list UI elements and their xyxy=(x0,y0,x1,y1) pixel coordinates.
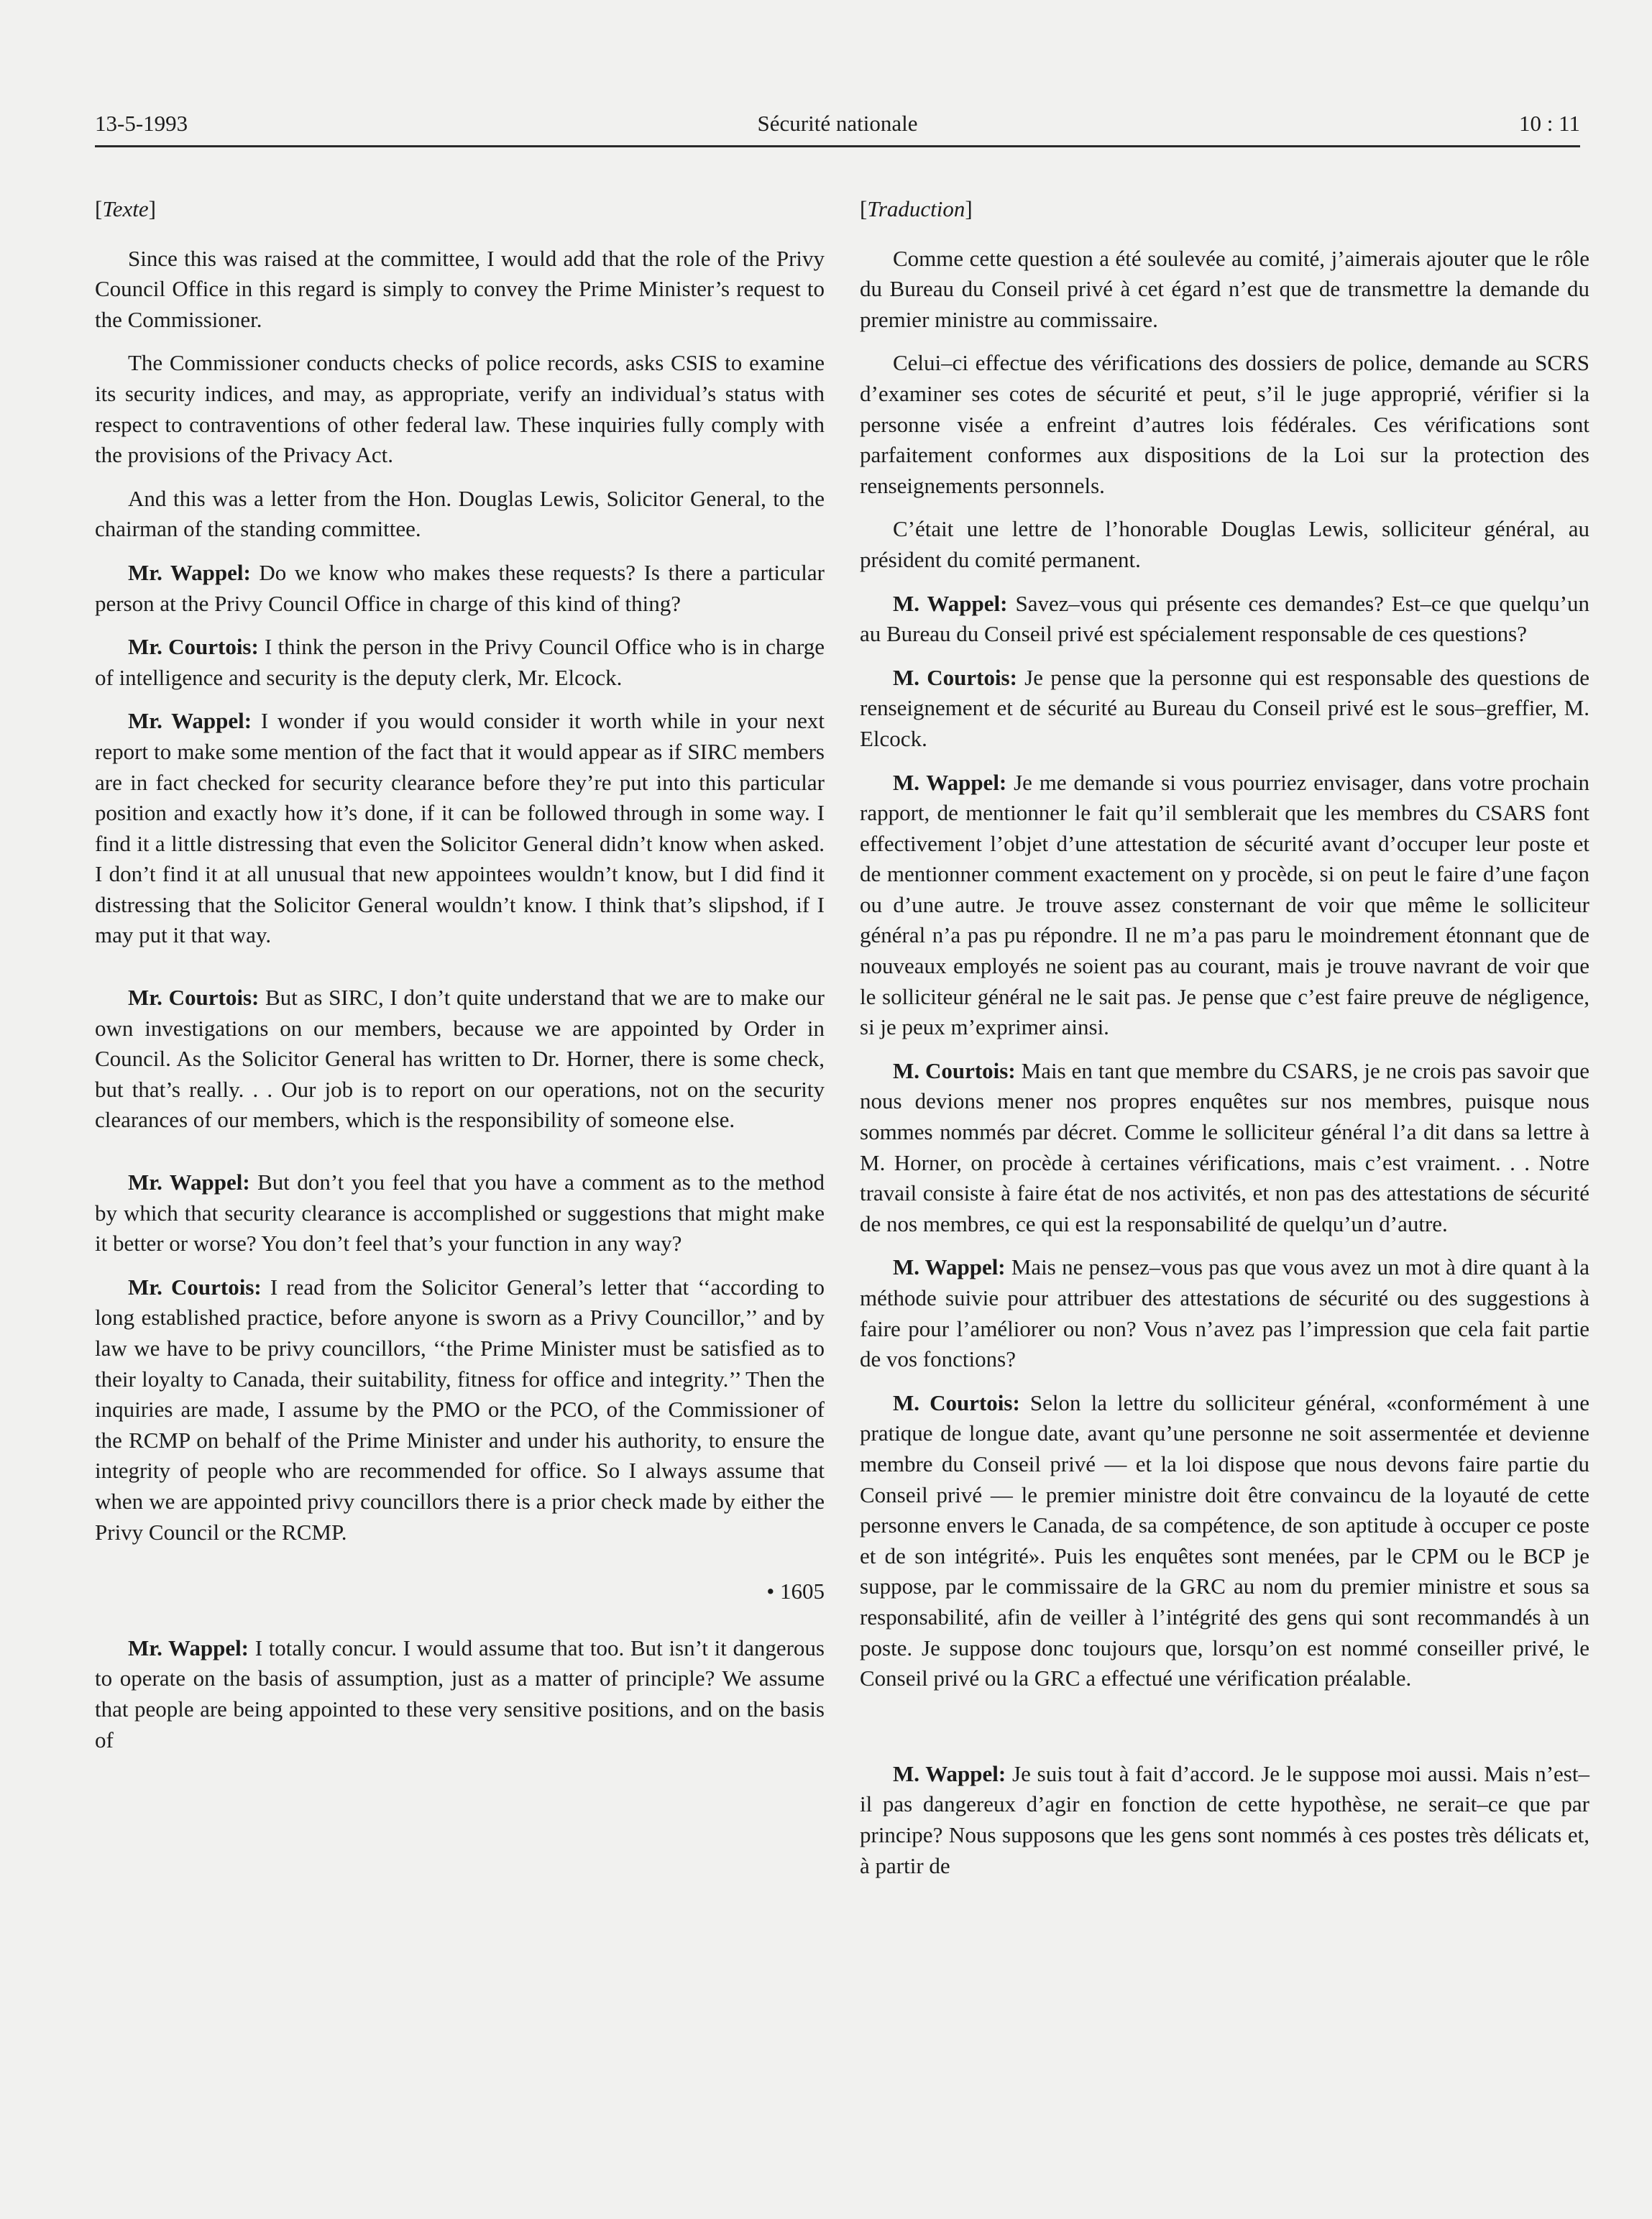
paragraph xyxy=(95,1272,825,1548)
column-label: [Texte] xyxy=(95,196,156,221)
speaker-name: Mr. Wappel: xyxy=(128,708,252,734)
column-label-text: Traduction xyxy=(867,196,965,221)
paragraph xyxy=(95,1633,825,1755)
speech-text: Je suis tout à fait d’accord. Je le suppose moi aussi. Mais n’est–il pas dangereux d’agir en fonction de cette hypothèse, ne serait–ce que par principe? Nous supposons que les gens sont nommés à ces postes très délicats et, à partir de xyxy=(860,1760,1589,1878)
speech-text: I read from the Solicitor General’s letter that ‘‘according to long established practice, before anyone is sworn as a Privy Councillor,’’ and by law we have to be privy councillors, ‘‘the Prime Minister must be satisfied as to their loyalty to Canada, their suitability, fitness for office and integrity.’’ Then the inquiries are made, I assume by the PMO or the PCO, of the Commissioner of the RCMP on behalf of the Prime Minister and under his authority, to ensure the integrity of people who are recommended for office. So I always assume that when we are appointed privy councillors there is a prior check made by either the Privy Council or the RCMP. xyxy=(95,1274,825,1545)
header-page-number: 10 : 11 xyxy=(1519,111,1580,136)
speaker-name: M. Courtois: xyxy=(893,1389,1020,1415)
speaker-name: Mr. Wappel: xyxy=(128,1635,249,1660)
speaker-name: M. Courtois: xyxy=(893,664,1017,690)
speech-text: Je me demande si vous pourriez envisager, dans votre prochain rapport, de mentionner le fait qu’il semblerait que les membres du CSARS font effectivement l’objet d’une attestation de sécurité avant d’occuper leur poste et de mentionner comment exactement on y procède, si on peut le faire d’une façon ou d’une autre. Je trouve assez consternant de voir que même le solliciteur général n’a pas pu répondre. Il ne m’a pas paru le moindrement étonnant que de nouveaux employés ne soient pas au courant, mais je trouve navrant de voir que le solliciteur général ne le sait pas. Je pense que c’est faire preuve de négligence, si je peux m’exprimer ainsi. xyxy=(860,769,1589,1040)
speech-text: I wonder if you would consider it worth while in your next report to make some mention of the fact that it would appear as if SIRC members are in fact checked for security clearance before they’re put into this particular position and exactly how it’s done, if it can be followed through in some way. I find it a little distressing that even the Solicitor General didn’t know when asked. I don’t find it at all unusual that new appointees wouldn’t know, but I did find it distressing that the Solicitor General wouldn’t know. I think that’s slipshod, if I may put it that way. xyxy=(95,708,825,948)
page-header xyxy=(95,108,1580,147)
speaker-name: M. Wappel: xyxy=(893,769,1007,795)
paragraph: And this was a letter from the Hon. Douglas Lewis, Solicitor General, to the chairman of the standing committee. xyxy=(95,485,825,542)
speaker-name: Mr. Courtois: xyxy=(128,985,260,1011)
paragraph xyxy=(95,983,825,1136)
header-title: Sécurité nationale xyxy=(757,111,918,136)
time-marker: • 1605 xyxy=(766,1579,825,1604)
paragraph xyxy=(860,1056,1589,1240)
speaker-name: Mr. Wappel: xyxy=(128,1170,250,1195)
speaker-name: M. Wappel: xyxy=(893,590,1008,616)
column-label-text: Texte xyxy=(102,196,149,221)
paragraph xyxy=(95,1167,825,1259)
paragraph xyxy=(95,558,825,619)
speech-text: But as SIRC, I don’t quite understand that we are to make our own investigations on our members, because we are appointed by Order in Council. As the Solicitor General has written to Dr. Horner, there is some check, but that’s really. . . Our job is to report on our operations, not on the security clearances of our members, which is the responsibility of someone else. xyxy=(95,985,825,1133)
english-column xyxy=(95,194,825,1768)
french-column xyxy=(860,194,1589,1894)
paragraph xyxy=(860,768,1589,1043)
paragraph xyxy=(860,663,1589,755)
speech-text: I totally concur. I would assume that too. But isn’t it dangerous to operate on the basis of assumption, just as a matter of principle? We assume that people are being appointed to these very sensitive positions, and on the basis of xyxy=(95,1635,825,1752)
column-label: [Traduction] xyxy=(860,196,973,221)
speaker-name: M. Wappel: xyxy=(893,1760,1006,1786)
speech-text: Mais en tant que membre du CSARS, je ne crois pas savoir que nous devions mener nos propres enquêtes sur nos membres, puisque nous sommes nommés par décret. Comme le solliciteur général l’a dit dans sa lettre à M. Horner, on procède à certaines vérifications, mais c’est vraiment. . . Notre travail consiste à faire état de nos activités, et non pas des attestations de sécurité de nos membres, ce qui est la responsabilité de quelqu’un d’autre. xyxy=(860,1057,1589,1236)
speech-text: But don’t you feel that you have a comment as to the method by which that security clearance is accomplished or suggestions that might make it better or worse? You don’t feel that’s your function in any way? xyxy=(95,1170,825,1256)
speech-text: Selon la lettre du solliciteur général, «conformément à une pratique de longue date, avant qu’une personne ne soit assermentée et devienne membre du Conseil privé — et la loi dispose que nous devons faire partie du Conseil privé — le premier ministre doit être convaincu de la loyauté de cette personne envers le Canada, de sa compétence, de son aptitude à occuper ce poste et de son intégrité». Puis les enquêtes sont menées, par le CPM ou le BCP je suppose, par le commissaire de la GRC au nom du premier ministre et sous sa responsabilité, afin de veiller à l’intégrité des gens qui sont recommandés à un poste. Je suppose donc toujours que, lorsqu’on est nommé conseiller privé, le Conseil privé ou la GRC a effectué une vérification préalable. xyxy=(860,1389,1589,1691)
paragraph: The Commissioner conducts checks of police records, asks CSIS to examine its security indices, and may, as appropriate, verify an individual’s status with respect to contraventions of other federal law. These inquiries fully comply with the provisions of the Privacy Act. xyxy=(95,350,825,468)
paragraph xyxy=(95,632,825,693)
header-date: 13-5-1993 xyxy=(95,111,188,136)
speech-text: I think the person in the Privy Council Office who is in charge of intelligence and security is the deputy clerk, Mr. Elcock. xyxy=(95,634,825,690)
speaker-name: Mr. Wappel: xyxy=(128,559,251,585)
speaker-name: M. Courtois: xyxy=(893,1057,1016,1083)
speech-text: Savez–vous qui présente ces demandes? Est–ce que quelqu’un au Bureau du Conseil privé est spécialement responsable de ces questions? xyxy=(860,590,1590,647)
speaker-name: Mr. Courtois: xyxy=(128,1274,262,1300)
paragraph xyxy=(860,1759,1589,1881)
speaker-name: M. Wappel: xyxy=(893,1254,1006,1280)
speech-text: Je pense que la personne qui est responsable des questions de renseignement et de sécurité au Bureau du Conseil privé est le sous–greffier, M. Elcock. xyxy=(860,664,1589,751)
paragraph xyxy=(95,706,825,951)
paragraph xyxy=(860,589,1589,650)
paragraph: Celui–ci effectue des vérifications des dossiers de police, demande au SCRS d’examiner ses cotes de sécurité et peut, s’il le juge approprié, vérifier si la personne visée a enfreint d’autres lois fédérales. Ces vérifications sont parfaitement conformes aux dispositions de la Loi sur la protection des renseignements personnels. xyxy=(860,350,1589,498)
paragraph xyxy=(860,1388,1589,1694)
speech-text: Mais ne pensez–vous pas que vous avez un mot à dire quant à la méthode suivie pour attribuer des attestations de sécurité ou des suggestions à faire pour l’améliorer ou non? Vous n’avez pas l’impression que cela fait partie de vos fonctions? xyxy=(860,1254,1589,1372)
paragraph: C’était une lettre de l’honorable Douglas Lewis, solliciteur général, au président du comité permanent. xyxy=(860,516,1589,572)
paragraph xyxy=(860,1252,1589,1374)
speech-text: Do we know who makes these requests? Is there a particular person at the Privy Council Office in charge of this kind of thing? xyxy=(95,559,825,616)
speaker-name: Mr. Courtois: xyxy=(128,634,259,660)
paragraph: Comme cette question a été soulevée au comité, j’aimerais ajouter que le rôle du Bureau du Conseil privé à cet égard n’est que de transmettre la demande du premier ministre au commissaire. xyxy=(860,245,1589,332)
paragraph: Since this was raised at the committee, I would add that the role of the Privy Council Office in this regard is simply to convey the Prime Minister’s request to the Commissioner. xyxy=(95,245,825,332)
